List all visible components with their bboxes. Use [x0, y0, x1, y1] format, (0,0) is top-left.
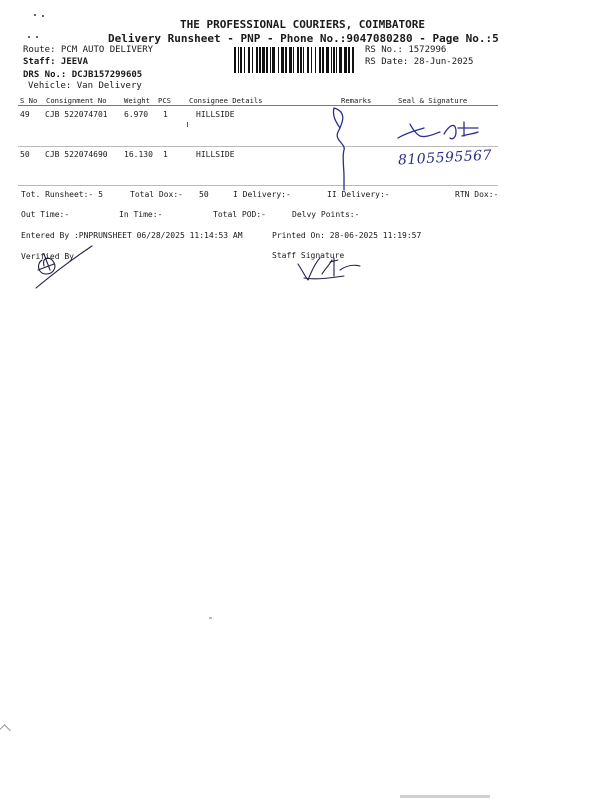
barcode-bar: [297, 47, 299, 73]
row-tick: [187, 122, 188, 127]
cell-weight: 6.970: [124, 110, 149, 119]
verified-by-label: Verified By: [21, 252, 74, 261]
barcode-bar: [339, 47, 342, 73]
barcode-bar: [319, 47, 321, 73]
col-header-remarks: Remarks: [341, 96, 372, 105]
cell-sno: 50: [20, 150, 30, 159]
cell-consignment: CJB 522074701: [45, 110, 108, 119]
rs-date: RS Date: 28-Jun-2025: [365, 57, 474, 67]
cell-pcs: 1: [163, 150, 168, 159]
table-row: [0, 150, 600, 162]
staff-signature-mark: [294, 250, 366, 284]
staff-signature-label: Staff Signature: [272, 251, 345, 260]
barcode-bar: [266, 47, 268, 73]
in-time-label: In Time:-: [119, 210, 163, 219]
verifier-signature: [28, 240, 100, 292]
barcode-bar: [315, 47, 316, 73]
cell-consignee: HILLSIDE: [196, 110, 235, 119]
barcode-bar: [272, 47, 275, 73]
barcode-bar: [240, 47, 242, 73]
scan-speck: [36, 36, 38, 38]
row-divider: [18, 185, 498, 186]
total-dox-label: Total Dox:-: [130, 190, 183, 199]
rtn-dox-label: RTN Dox:-: [455, 190, 499, 199]
barcode-bar: [252, 47, 253, 73]
cell-pcs: 1: [163, 110, 168, 119]
i-delivery-label: I Delivery:-: [233, 190, 291, 199]
barcode-bar: [326, 47, 329, 73]
ii-delivery-label: II Delivery:-: [327, 190, 390, 199]
barcode-bar: [278, 47, 279, 73]
total-dox-value: 50: [199, 190, 209, 199]
cell-consignee: HILLSIDE: [196, 150, 235, 159]
barcode-bar: [307, 47, 309, 73]
tot-runsheet: Tot. Runsheet:- 5: [21, 190, 103, 199]
col-header-consignment: Consignment No: [46, 96, 107, 105]
barcode-bar: [322, 47, 324, 73]
scan-speck: [28, 36, 30, 38]
remarks-bracket-mark: [322, 104, 362, 192]
barcode-bar: [336, 47, 337, 73]
barcode-bar: [352, 47, 354, 73]
printed-on: Printed On: 28-06-2025 11:19:57: [272, 231, 422, 240]
barcode-bar: [311, 47, 312, 73]
barcode-bar: [331, 47, 332, 73]
barcode-bar: [281, 47, 284, 73]
staff-label: Staff: JEEVA: [23, 57, 89, 67]
runsheet-subtitle: Delivery Runsheet - PNP - Phone No.:9047080280 - Page No.:5: [108, 32, 499, 45]
scan-edge: [400, 795, 490, 798]
col-header-consignee: Consignee Details: [189, 96, 263, 105]
out-time-label: Out Time:-: [21, 210, 70, 219]
barcode-bar: [234, 47, 236, 73]
company-title: THE PROFESSIONAL COURIERS, COIMBATORE: [180, 18, 426, 31]
barcode-bar: [248, 47, 250, 73]
delvy-points-label: Delvy Points:-: [292, 210, 360, 219]
barcode-bar: [344, 47, 347, 73]
col-header-weight: Weight: [124, 96, 150, 105]
handwritten-phone: 8105595567: [397, 147, 493, 169]
barcode: [234, 47, 356, 73]
rs-number: RS No.: 1572996: [365, 45, 447, 55]
cell-sno: 49: [20, 110, 30, 119]
barcode-bar: [259, 47, 261, 73]
barcode-bar: [333, 47, 335, 73]
barcode-bar: [348, 47, 350, 73]
col-header-sno: S No: [20, 96, 38, 105]
scan-speck: [42, 15, 44, 17]
barcode-bar: [303, 47, 304, 73]
col-header-signature: Seal & Signature: [398, 96, 468, 105]
receiver-signature: [394, 118, 490, 150]
barcode-bar: [289, 47, 292, 73]
barcode-bar: [293, 47, 294, 73]
barcode-bar: [285, 47, 287, 73]
barcode-bar: [256, 47, 258, 73]
total-pod-label: Total POD:-: [213, 210, 266, 219]
route-label: Route: PCM AUTO DELIVERY: [23, 45, 154, 55]
vehicle-label: Vehicle: Van Delivery: [28, 81, 142, 91]
barcode-bar: [244, 47, 245, 73]
col-header-pcs: PCS: [158, 96, 171, 105]
barcode-bar: [270, 47, 271, 73]
cell-weight: 16.130: [124, 150, 153, 159]
barcode-bar: [262, 47, 265, 73]
table-row: [0, 110, 600, 122]
cell-consignment: CJB 522074690: [45, 150, 108, 159]
header-rule: [18, 105, 498, 106]
drs-number: DRS No.: DCJB157299605: [23, 70, 143, 80]
scan-speck: [34, 14, 36, 16]
entered-by: Entered By :PNPRUNSHEET 06/28/2025 11:14:53 AM: [21, 231, 243, 240]
scan-edge: [209, 617, 212, 619]
barcode-bar: [238, 47, 239, 73]
scan-edge: [0, 724, 11, 737]
barcode-bar: [300, 47, 302, 73]
